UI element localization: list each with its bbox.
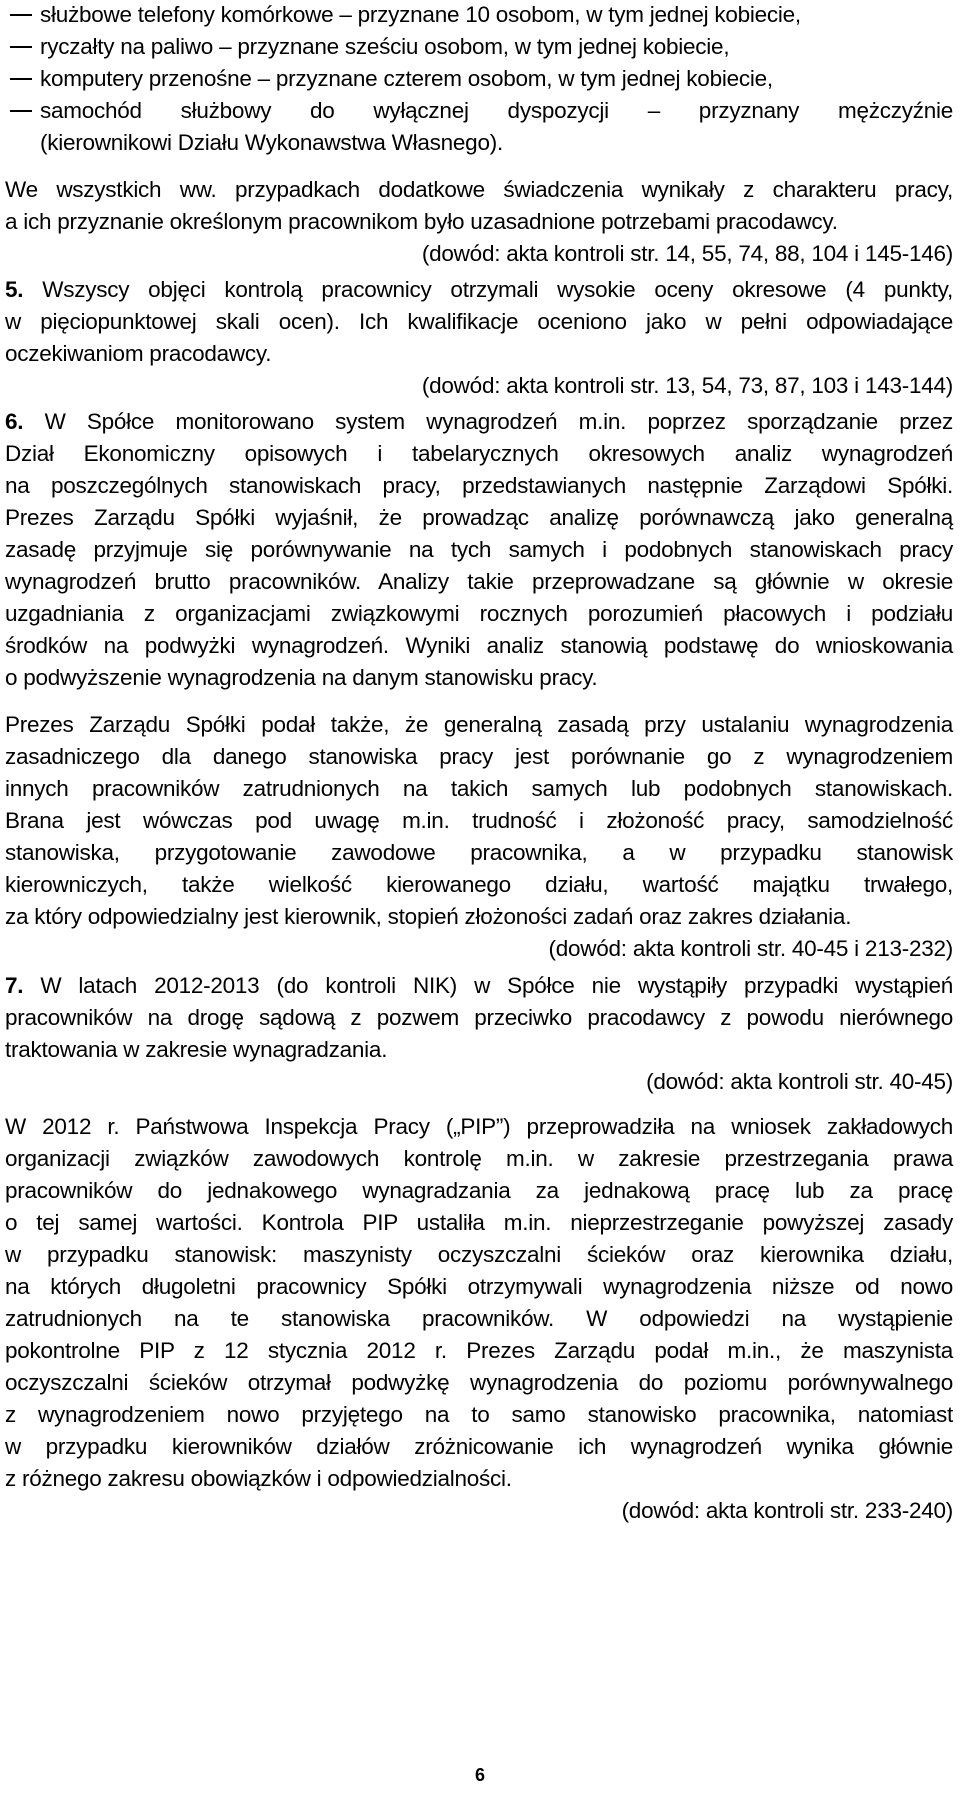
section-7-line: traktowania w zakresie wynagradzania. xyxy=(5,1037,388,1062)
section-text: Wszyscy objęci kontrolą pracownicy otrzymali wysokie oceny okresowe (4 punkty, xyxy=(23,277,953,302)
section-5-line: oczekiwaniom pracodawcy. xyxy=(5,341,272,366)
paragraph-line: a ich przyznanie określonym pracownikom było uzasadnione potrzebami pracodawcy. xyxy=(5,209,838,234)
section-6-line: Dział Ekonomiczny opisowych i tabelarycznych okresowych analiz wynagrodzeń xyxy=(5,441,953,466)
list-item-text: ryczałty na paliwo – przyznane sześciu osobom, w tym jednej kobiecie, xyxy=(40,34,730,59)
section-7-para2-line: pracowników do jednakowego wynagradzania za jednakową pracę lub za pracę xyxy=(5,1178,953,1203)
section-7-para2-line: zatrudnionych na te stanowiska pracowników. W odpowiedzi na wystąpienie xyxy=(5,1306,953,1331)
section-6-line: wynagrodzeń brutto pracowników. Analizy takie przeprowadzane są głównie w okresie xyxy=(5,569,953,594)
evidence-citation: (dowód: akta kontroli str. 233-240) xyxy=(621,1498,953,1523)
section-7-para2-line: z różnego zakresu obowiązków i odpowiedzialności. xyxy=(5,1466,512,1491)
evidence-citation: (dowód: akta kontroli str. 13, 54, 73, 87, 103 i 143-144) xyxy=(421,373,953,398)
dash-bullet-icon xyxy=(10,14,32,16)
dash-bullet-icon xyxy=(10,110,32,112)
section-7-para2-line: o tej samej wartości. Kontrola PIP ustaliła m.in. nieprzestrzeganie powyższej zasady xyxy=(5,1210,953,1235)
section-6-line: Prezes Zarządu Spółki wyjaśnił, że prowadząc analizę porównawczą jako generalną xyxy=(5,505,953,530)
section-text: W latach 2012-2013 (do kontroli NIK) w Spółce nie wystąpiły przypadki wystąpień xyxy=(23,973,953,998)
dash-bullet-icon xyxy=(10,78,32,80)
section-6-para2-line: Brana jest wówczas pod uwagę m.in. trudność i złożoność pracy, samodzielność xyxy=(5,808,953,833)
page-number: 6 xyxy=(474,1765,485,1785)
list-item-text: służbowe telefony komórkowe – przyznane 10 osobom, w tym jednej kobiecie, xyxy=(40,2,801,27)
section-6-para2-line: za który odpowiedzialny jest kierownik, stopień złożoności zadań oraz zakres działania. xyxy=(5,904,852,929)
section-5-line xyxy=(5,275,953,305)
section-7-para2-line: na których długoletni pracownicy Spółki otrzymywali wynagrodzenia niższe od nowo xyxy=(5,1274,953,1299)
section-6-line: o podwyższenie wynagrodzenia na danym stanowisku pracy. xyxy=(5,665,598,690)
section-6-line: uzgadniania z organizacjami związkowymi rocznych porozumień płacowych i podziału xyxy=(5,601,953,626)
section-7-para2-line: z wynagrodzeniem nowo przyjętego na to samo stanowisko pracownika, natomiast xyxy=(5,1402,953,1427)
evidence-citation: (dowód: akta kontroli str. 40-45) xyxy=(646,1069,953,1094)
section-6-para2-line: zasadniczego dla danego stanowiska pracy jest porównanie go z wynagrodzeniem xyxy=(5,744,953,769)
section-7-para2-line: oczyszczalni ścieków otrzymał podwyżkę wynagrodzenia do poziomu porównywalnego xyxy=(5,1370,953,1395)
section-7-line xyxy=(5,971,953,1001)
section-6-para2-line: stanowiska, przygotowanie zawodowe pracownika, a w przypadku stanowisk xyxy=(5,840,953,865)
section-number: 6. xyxy=(5,409,24,434)
section-text: W Spółce monitorowano system wynagrodzeń m.in. poprzez sporządzanie przez xyxy=(23,409,953,434)
section-number: 7. xyxy=(5,973,24,998)
section-7-para2-line: w przypadku kierowników działów zróżnicowanie ich wynagrodzeń wynika głównie xyxy=(5,1434,953,1459)
list-item-text: samochód służbowy do wyłącznej dyspozycji – przyznany mężczyźnie xyxy=(40,98,953,123)
dash-bullet-icon xyxy=(10,46,32,48)
section-7-para2-line: W 2012 r. Państwowa Inspekcja Pracy („PIP”) przeprowadziła na wniosek zakładowych xyxy=(5,1114,953,1139)
list-item-text: komputery przenośne – przyznane czterem osobom, w tym jednej kobiecie, xyxy=(40,66,773,91)
list-item-continuation: (kierownikowi Działu Wykonawstwa Własnego). xyxy=(40,130,503,155)
section-5-line: w pięciopunktowej skali ocen). Ich kwalifikacje oceniono jako w pełni odpowiadające xyxy=(5,309,953,334)
section-6-line: środków na podwyżki wynagrodzeń. Wyniki analiz stanowią podstawę do wnioskowania xyxy=(5,633,953,658)
section-6-line xyxy=(5,407,953,437)
section-number: 5. xyxy=(5,277,24,302)
section-7-para2-line: pokontrolne PIP z 12 stycznia 2012 r. Prezes Zarządu podał m.in., że maszynista xyxy=(5,1338,953,1363)
section-6-para2-line: Prezes Zarządu Spółki podał także, że generalną zasadą przy ustalaniu wynagrodzenia xyxy=(5,712,953,737)
section-6-para2-line: innych pracowników zatrudnionych na takich samych lub podobnych stanowiskach. xyxy=(5,776,953,801)
paragraph-line: We wszystkich ww. przypadkach dodatkowe świadczenia wynikały z charakteru pracy, xyxy=(5,177,953,202)
evidence-citation: (dowód: akta kontroli str. 14, 55, 74, 88, 104 i 145-146) xyxy=(421,241,953,266)
section-7-para2-line: w przypadku stanowisk: maszynisty oczyszczalni ścieków oraz kierownika działu, xyxy=(5,1242,953,1267)
section-7-para2-line: organizacji związków zawodowych kontrolę m.in. w zakresie przestrzegania prawa xyxy=(5,1146,953,1171)
section-6-para2-line: kierowniczych, także wielkość kierowanego działu, wartość majątku trwałego, xyxy=(5,872,953,897)
section-7-line: pracowników na drogę sądową z pozwem przeciwko pracodawcy z powodu nierównego xyxy=(5,1005,953,1030)
section-6-line: zasadę przyjmuje się porównywanie na tych samych i podobnych stanowiskach pracy xyxy=(5,537,953,562)
evidence-citation: (dowód: akta kontroli str. 40-45 i 213-232) xyxy=(548,936,953,961)
section-6-line: na poszczególnych stanowiskach pracy, przedstawianych następnie Zarządowi Spółki. xyxy=(5,473,953,498)
